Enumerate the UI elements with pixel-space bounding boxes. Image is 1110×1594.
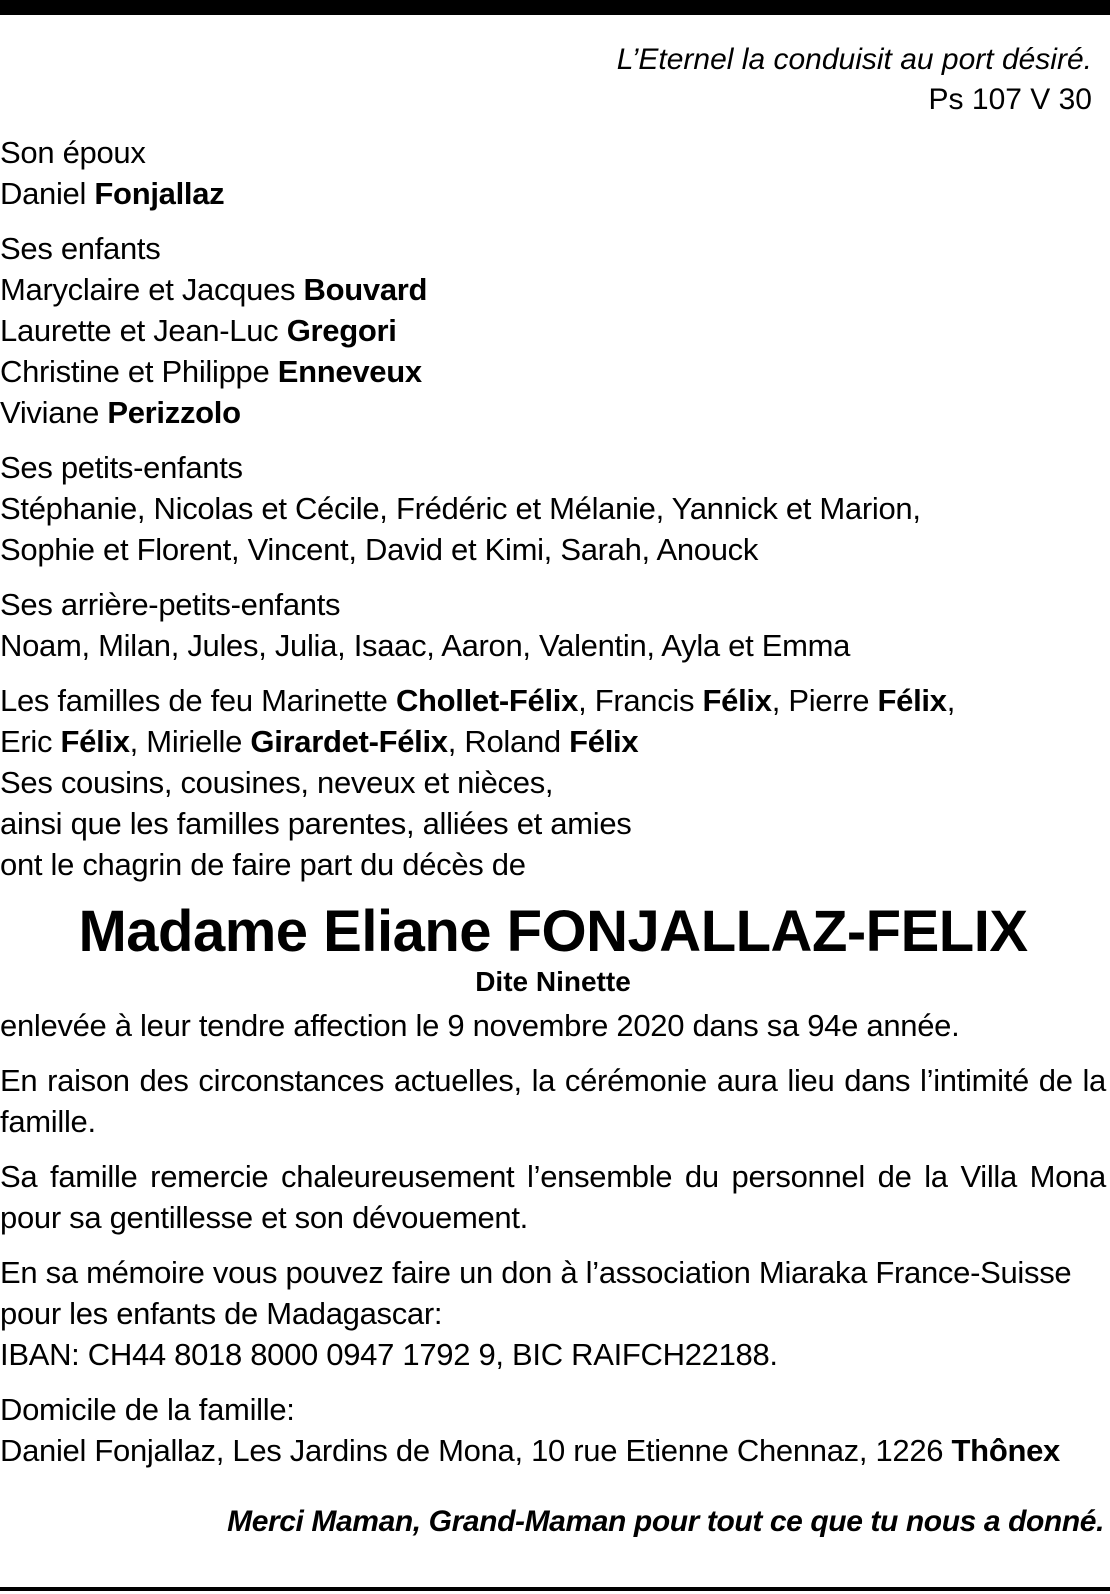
address-text: Daniel Fonjallaz, Les Jardins de Mona, 10 rue Etienne Chennaz, 1226 bbox=[0, 1433, 952, 1468]
spouse-name bbox=[0, 173, 1106, 214]
text: , Mirielle bbox=[129, 724, 251, 759]
families-line bbox=[0, 721, 1106, 762]
spouse-section bbox=[0, 132, 1106, 214]
spouse-first-name: Daniel bbox=[0, 176, 87, 211]
grandchildren-heading: Ses petits-enfants bbox=[0, 450, 243, 485]
child-first-names: Maryclaire et Jacques bbox=[0, 272, 296, 307]
relatives-line: Ses cousins, cousines, neveux et nièces, bbox=[0, 765, 554, 800]
spouse-last-name: Fonjallaz bbox=[94, 176, 225, 211]
domicile-heading: Domicile de la famille: bbox=[0, 1392, 295, 1427]
child-first-names: Laurette et Jean-Luc bbox=[0, 313, 279, 348]
child-first-names: Christine et Philippe bbox=[0, 354, 270, 389]
child-last-name: Bouvard bbox=[303, 272, 428, 307]
bible-verse bbox=[0, 40, 1092, 120]
child-last-name: Perizzolo bbox=[107, 395, 241, 430]
text: , Francis bbox=[578, 683, 703, 718]
town-name: Thônex bbox=[951, 1433, 1060, 1468]
domicile-section bbox=[0, 1389, 1106, 1471]
child-last-name: Gregori bbox=[286, 313, 397, 348]
death-notice bbox=[0, 40, 1106, 1471]
family-name: Félix bbox=[60, 724, 130, 759]
relatives-line: ainsi que les familles parentes, alliées et amies bbox=[0, 806, 632, 841]
thanks-paragraph: Sa famille remercie chaleureusement l’ensemble du personnel de la Villa Mona pour sa gentillesse et son dévouement. bbox=[0, 1159, 1106, 1235]
children-section bbox=[0, 228, 1106, 433]
grandchildren-line: Stéphanie, Nicolas et Cécile, Frédéric et Mélanie, Yannick et Marion, bbox=[0, 491, 921, 526]
domicile-address bbox=[0, 1430, 1106, 1471]
child-last-name: Enneveux bbox=[277, 354, 422, 389]
ceremony-paragraph: En raison des circonstances actuelles, la cérémonie aura lieu dans l’intimité de la famille. bbox=[0, 1063, 1106, 1139]
child-first-names: Viviane bbox=[0, 395, 100, 430]
family-name: Girardet-Félix bbox=[250, 724, 448, 759]
family-name: Félix bbox=[569, 724, 639, 759]
families-section bbox=[0, 680, 1106, 885]
child-entry bbox=[0, 269, 1106, 310]
family-name: Félix bbox=[877, 683, 947, 718]
relatives-line: ont le chagrin de faire part du décès de bbox=[0, 847, 526, 882]
text: , Pierre bbox=[771, 683, 878, 718]
deceased-nickname: Dite Ninette bbox=[475, 966, 631, 997]
verse-quote: L’Eternel la conduisit au port désiré. bbox=[616, 43, 1092, 76]
donation-section bbox=[0, 1252, 1106, 1375]
grandchildren-line: Sophie et Florent, Vincent, David et Kimi, Sarah, Anouck bbox=[0, 532, 759, 567]
bottom-rule bbox=[0, 1587, 1110, 1591]
donation-line: pour les enfants de Madagascar: bbox=[0, 1296, 443, 1331]
text: , bbox=[946, 683, 956, 718]
family-name: Chollet-Félix bbox=[395, 683, 579, 718]
great-grandchildren-line: Noam, Milan, Jules, Julia, Isaac, Aaron, Valentin, Ayla et Emma bbox=[0, 628, 851, 663]
grandchildren-section bbox=[0, 447, 1106, 570]
great-grandchildren-section bbox=[0, 584, 1106, 666]
donation-line: En sa mémoire vous pouvez faire un don à l’association Miaraka France-Suisse bbox=[0, 1255, 1072, 1290]
child-entry bbox=[0, 310, 1106, 351]
death-line: enlevée à leur tendre affection le 9 novembre 2020 dans sa 94e année. bbox=[0, 1008, 960, 1043]
verse-reference: Ps 107 V 30 bbox=[928, 83, 1092, 116]
top-rule bbox=[0, 0, 1110, 15]
text: Eric bbox=[0, 724, 61, 759]
children-heading: Ses enfants bbox=[0, 231, 161, 266]
family-name: Félix bbox=[702, 683, 772, 718]
child-entry bbox=[0, 392, 1106, 433]
closing-thanks: Merci Maman, Grand-Maman pour tout ce que tu nous a donné. bbox=[227, 1505, 1104, 1538]
deceased-name: Madame Eliane FONJALLAZ-FELIX bbox=[78, 899, 1028, 964]
families-line bbox=[0, 680, 1106, 721]
iban-line: IBAN: CH44 8018 8000 0947 1792 9, BIC RAIFCH22188. bbox=[0, 1337, 778, 1372]
child-entry bbox=[0, 351, 1106, 392]
spouse-heading: Son époux bbox=[0, 135, 146, 170]
text: Les familles de feu Marinette bbox=[0, 683, 396, 718]
text: , Roland bbox=[447, 724, 570, 759]
great-grandchildren-heading: Ses arrière-petits-enfants bbox=[0, 587, 341, 622]
